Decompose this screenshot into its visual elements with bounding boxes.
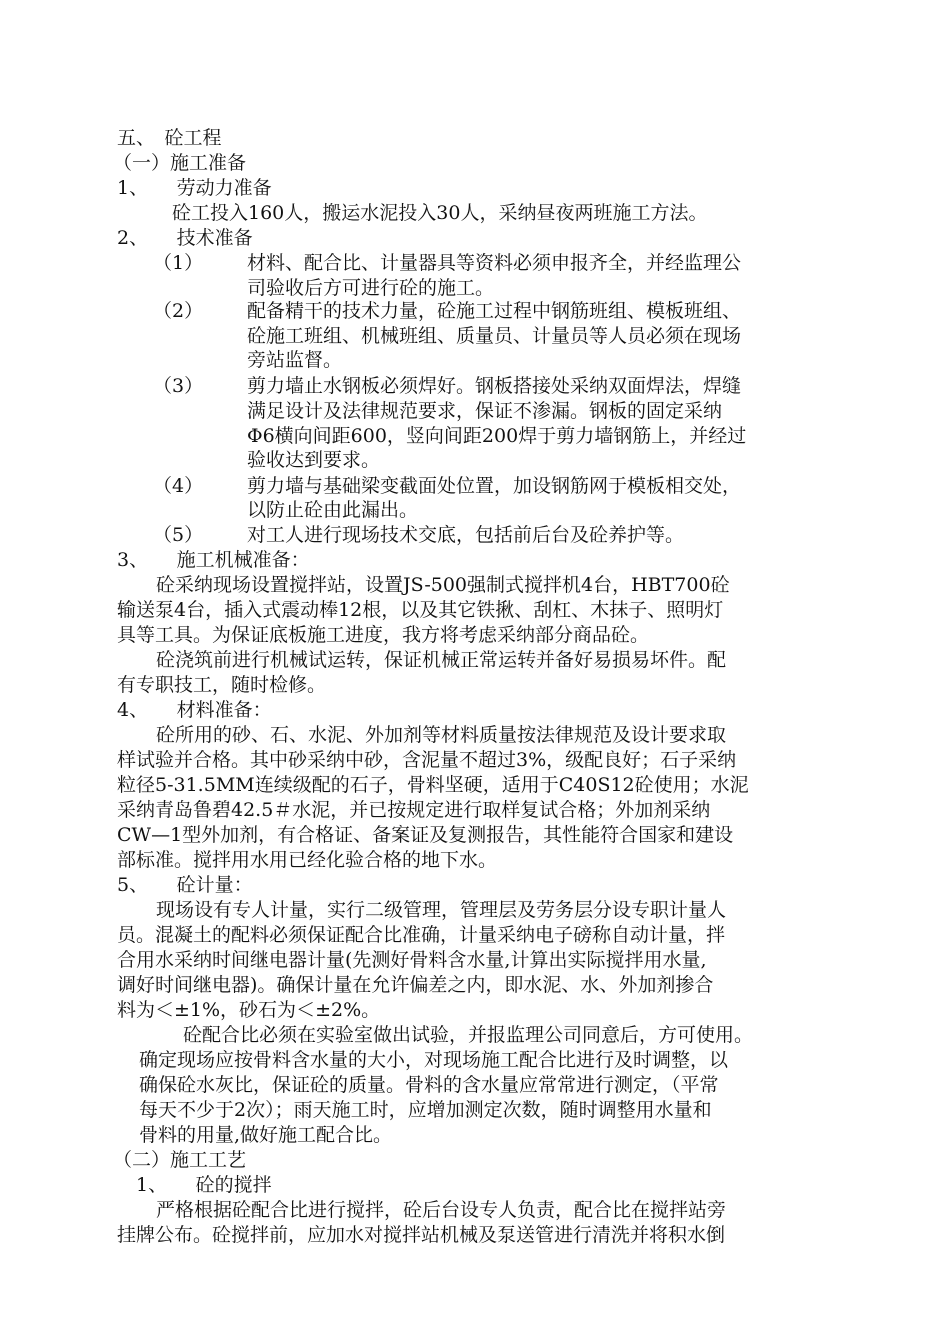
paragraph-line: 有专职技工，随时检修。 — [117, 674, 327, 696]
paragraph-line: 部标准。搅拌用水用已经化验合格的地下水。 — [117, 849, 498, 871]
subsection-heading: （二）施工工艺 — [113, 1149, 247, 1171]
paragraph-line: 输送泵4台，插入式震动棒12根，以及其它铁揪、刮杠、木抹子、照明灯 — [117, 599, 724, 621]
list-text: 验收达到要求。 — [247, 449, 381, 471]
list-text: 司验收后方可进行砼的施工。 — [247, 277, 495, 299]
paragraph-line: 确保砼水灰比，保证砼的质量。骨料的含水量应常常进行测定，（平常 — [139, 1074, 719, 1096]
list-text: 剪力墙止水钢板必须焊好。钢板搭接处采纳双面焊法，焊缝 — [247, 375, 742, 397]
list-number: （3） — [153, 375, 204, 397]
paragraph-line: CW—1型外加剂，有合格证、备案证及复测报告，其性能符合国家和建设 — [117, 824, 734, 846]
item-heading: 3、 施工机械准备： — [117, 549, 310, 571]
list-text: Φ6横向间距600，竖向间距200焊于剪力墙钢筋上，并经过 — [247, 425, 747, 447]
list-text: 满足设计及法律规范要求，保证不渗漏。钢板的固定采纳 — [247, 400, 723, 422]
item-heading: 4、 材料准备： — [117, 699, 272, 721]
paragraph-line: 合用水采纳时间继电器计量(先测好骨料含水量,计算出实际搅拌用水量, — [117, 949, 707, 971]
paragraph-line: 砼采纳现场设置搅拌站，设置JS-500强制式搅拌机4台，HBT700砼 — [156, 574, 730, 596]
list-text: 剪力墙与基础梁变截面处位置，加设钢筋网于模板相交处， — [247, 475, 742, 497]
section-heading: 五、 砼工程 — [117, 127, 222, 149]
subsection-heading: （一）施工准备 — [113, 152, 247, 174]
item-heading: 1、 砼的搅拌 — [136, 1174, 272, 1196]
paragraph-line: 粒径5-31.5MM连续级配的石子，骨料坚硬，适用于C40S12砼使用；水泥 — [117, 774, 749, 796]
paragraph-line: 料为＜±1%，砂石为＜±2%。 — [117, 999, 381, 1021]
paragraph-line: 样试验并合格。其中砂采纳中砂，含泥量不超过3%，级配良好；石子采纳 — [117, 749, 737, 771]
list-number: （1） — [153, 252, 204, 274]
paragraph-line: 严格根据砼配合比进行搅拌，砼后台设专人负责，配合比在搅拌站旁 — [156, 1199, 727, 1221]
paragraph-line: 现场设有专人计量，实行二级管理，管理层及劳务层分设专职计量人 — [156, 899, 727, 921]
paragraph-line: 调好时间继电器)。确保计量在允许偏差之内，即水泥、水、外加剂掺合 — [117, 974, 714, 996]
list-text: 砼施工班组、机械班组、质量员、计量员等人员必须在现场 — [247, 325, 742, 347]
item-heading: 5、 砼计量： — [117, 874, 253, 896]
list-number: （4） — [153, 475, 204, 497]
paragraph-line: 砼配合比必须在实验室做出试验，并报监理公司同意后，方可使用。 — [183, 1024, 754, 1046]
list-text: 以防止砼由此漏出。 — [247, 499, 419, 521]
paragraph-line: 具等工具。为保证底板施工进度，我方将考虑采纳部分商品砼。 — [117, 624, 650, 646]
list-number: （2） — [153, 300, 204, 322]
list-text: 对工人进行现场技术交底，包括前后台及砼养护等。 — [247, 524, 685, 546]
paragraph-line: 砼所用的砂、石、水泥、外加剂等材料质量按法律规范及设计要求取 — [156, 724, 727, 746]
paragraph-line: 确定现场应按骨料含水量的大小，对现场施工配合比进行及时调整，以 — [139, 1049, 729, 1071]
list-text: 配备精干的技术力量，砼施工过程中钢筋班组、模板班组、 — [247, 300, 742, 322]
paragraph-line: 采纳青岛鲁碧42.5＃水泥，并已按规定进行取样复试合格；外加剂采纳 — [117, 799, 711, 821]
paragraph-line: 骨料的用量,做好施工配合比。 — [139, 1124, 393, 1146]
paragraph-line: 每天不少于2次）；雨天施工时，应增加测定次数，随时调整用水量和 — [139, 1099, 712, 1121]
item-heading: 2、 技术准备 — [117, 227, 253, 249]
list-text: 材料、配合比、计量器具等资料必须申报齐全，并经监理公 — [247, 252, 742, 274]
item-heading: 1、 劳动力准备 — [117, 177, 272, 199]
list-number: （5） — [153, 524, 204, 546]
paragraph-line: 员。混凝土的配料必须保证配合比准确，计量采纳电子磅称自动计量，拌 — [117, 924, 726, 946]
list-text: 旁站监督。 — [247, 349, 343, 371]
paragraph-line: 砼工投入160人，搬运水泥投入30人，采纳昼夜两班施工方法。 — [172, 202, 708, 224]
paragraph-line: 挂牌公布。砼搅拌前，应加水对搅拌站机械及泵送管进行清洗并将积水倒 — [117, 1224, 726, 1246]
paragraph-line: 砼浇筑前进行机械试运转，保证机械正常运转并备好易损易坏件。配 — [156, 649, 727, 671]
